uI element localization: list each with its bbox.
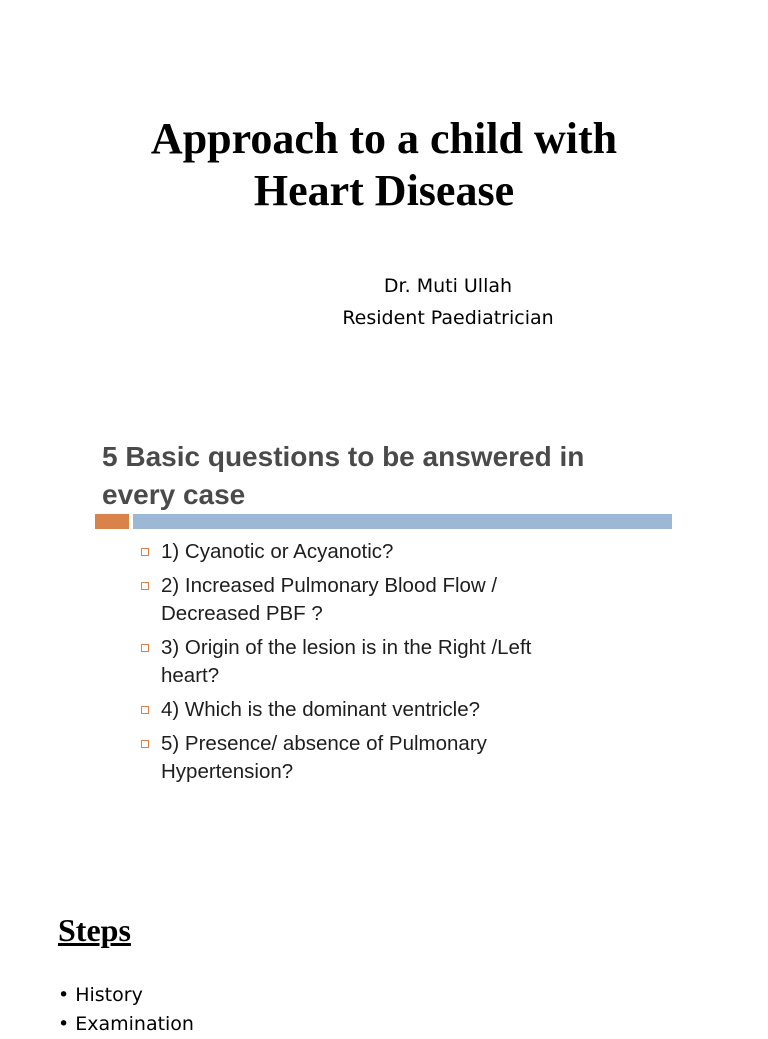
author-block: [300, 270, 596, 334]
steps-list: [58, 981, 194, 1039]
steps-title: Steps: [58, 912, 131, 948]
square-bullet-icon: [141, 740, 149, 748]
questions-slide: [95, 432, 675, 792]
question-text-cont: heart?: [161, 664, 220, 687]
square-bullet-icon: [141, 548, 149, 556]
square-bullet-icon: [141, 582, 149, 590]
slide-title-line2: Heart Disease: [253, 166, 515, 215]
list-item: [139, 538, 659, 566]
list-item: [139, 572, 659, 628]
square-bullet-icon: [141, 644, 149, 652]
question-text: 3) Origin of the lesion is in the Right /Left: [161, 636, 532, 659]
questions-list: [139, 538, 659, 792]
list-item: • History: [58, 981, 194, 1010]
list-item: • Examination: [58, 1010, 194, 1039]
question-text: 4) Which is the dominant ventricle?: [161, 698, 481, 721]
accent-bar-blue: [133, 514, 672, 529]
questions-heading: [102, 438, 662, 514]
question-text-cont: Hypertension?: [161, 760, 294, 783]
questions-heading-bold: 5 Basic questions: [102, 441, 341, 472]
question-text-cont: Decreased PBF ?: [161, 602, 323, 625]
accent-bar-orange: [95, 514, 129, 529]
author-role: Resident Paediatrician: [342, 307, 554, 329]
question-text: 2) Increased Pulmonary Blood Flow /: [161, 574, 498, 597]
list-item: [139, 696, 659, 724]
square-bullet-icon: [141, 706, 149, 714]
list-item: [139, 730, 659, 786]
question-text: 5) Presence/ absence of Pulmonary: [161, 732, 487, 755]
questions-heading-rest: to be answered in every case: [102, 441, 585, 510]
list-item: [139, 634, 659, 690]
slide-title-line1: Approach to a child with: [150, 114, 618, 163]
author-name: Dr. Muti Ullah: [383, 275, 513, 297]
question-text: 1) Cyanotic or Acyanotic?: [161, 540, 394, 563]
slide-title: [0, 113, 768, 217]
